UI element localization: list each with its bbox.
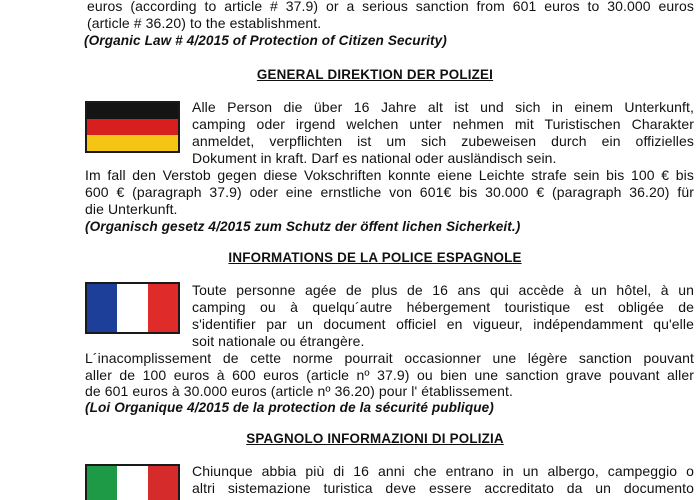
german-intro-line: Dokument in kraft. Darf es national oder ausländisch sein.	[192, 150, 557, 166]
german-law-reference: (Organisch gesetz 4/2015 zum Schutz der öffent lichen Sicherkeit.)	[85, 219, 521, 234]
italian-flag-icon	[85, 464, 180, 500]
flag-stripe	[117, 284, 147, 332]
english-text-line: (article # 36.20) to the establishment.	[87, 15, 322, 31]
flag-stripe	[148, 284, 178, 332]
german-section-heading: GENERAL DIREKTION DER POLIZEI	[256, 67, 494, 82]
german-body-line: die Unterkunft.	[85, 201, 178, 217]
french-flag-icon	[85, 282, 180, 334]
german-body-line: Im fall den Verstob gegen diese Vokschriften konnte eiene Leichte strafe sein bis 100 € bis	[85, 167, 694, 183]
german-flag-icon	[85, 101, 180, 153]
flag-stripe	[87, 103, 178, 119]
flag-stripe	[148, 466, 178, 500]
flag-stripe	[117, 466, 147, 500]
italian-intro-line: Chiunque abbia più di 16 anni che entrano in un albergo, campeggio o	[192, 463, 694, 479]
french-body-line: L´inacomplissement de cette norme pourrait occasionner une légère sanction pouvant	[85, 350, 694, 366]
french-intro-line: Toute personne agée de plus de 16 ans qui accède à un hôtel, à un	[192, 282, 694, 298]
german-intro-line: anmeldet, verpflichten ist um sich zubeweisen durch ein offizielles	[192, 133, 694, 149]
german-intro-line: camping oder irgend welchen unter nehmen mit Turistischen Charakter	[192, 116, 694, 132]
flag-stripe	[87, 119, 178, 135]
french-law-reference: (Loi Organique 4/2015 de la protection de la sécurité publique)	[85, 400, 494, 415]
french-intro-line: soit nationale ou étrangère.	[192, 333, 365, 349]
flag-stripe	[87, 466, 117, 500]
flag-stripe	[87, 135, 178, 151]
english-text-line: euros (according to article # 37.9) or a serious sanction from 601 euros to 30.000 euros	[87, 0, 694, 14]
french-intro-line: s'identifier par un document officiel en vigueur, indépendamment qu'elle	[192, 316, 694, 332]
french-body-line: de 601 euros à 30.000 euros (article nº 36.20) pour l' établissement.	[85, 383, 513, 399]
french-section-heading: INFORMATIONS DE LA POLICE ESPAGNOLE	[228, 250, 522, 265]
italian-intro-line: altri sistemazione turistica deve essere accreditato da un documento	[192, 480, 694, 496]
english-law-reference: (Organic Law # 4/2015 of Protection of Citizen Security)	[84, 33, 447, 48]
italian-section-heading: SPAGNOLO INFORMAZIONI DI POLIZIA	[246, 431, 504, 446]
german-intro-line: Alle Person die über 16 Jahre alt ist und sich in einem Unterkunft,	[192, 99, 694, 115]
flag-stripe	[87, 284, 117, 332]
german-body-line: 600 € (paragraph 37.9) oder eine ernstliche von 601€ bis 30.000 € (paragraph 36.20) für	[85, 184, 694, 200]
french-body-line: aller de 100 euros à 600 euros (article nº 37.9) ou bien une sanction grave pouvant aller	[85, 367, 694, 383]
french-intro-line: camping ou à quelqu´autre hébergement touristique est obligée de	[192, 299, 694, 315]
